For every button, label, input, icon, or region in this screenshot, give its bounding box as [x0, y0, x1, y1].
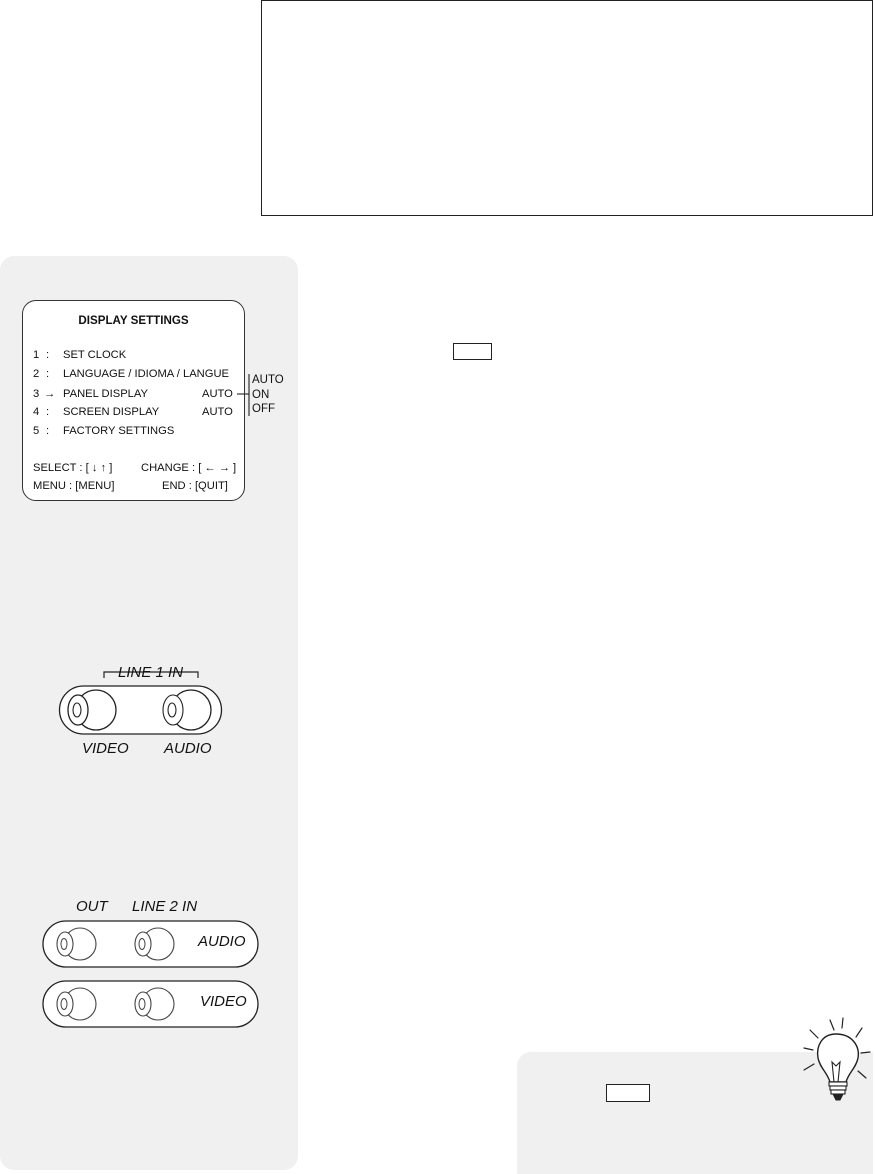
menu-item-value: AUTO [202, 388, 233, 400]
option-on: ON [252, 389, 270, 401]
menu-item-screen-display: SCREEN DISPLAY [63, 406, 160, 418]
menu-item-number: 4 [33, 406, 40, 418]
out-video-jack [57, 988, 96, 1020]
menu-item-set-clock: SET CLOCK [63, 349, 127, 361]
line2-video-label: VIDEO [200, 993, 247, 1010]
menu-item-panel-display: PANEL DISPLAY [63, 388, 148, 400]
menu-item-number: 2 [33, 368, 40, 380]
menu-title: DISPLAY SETTINGS [78, 314, 189, 327]
menu-item-factory-settings: FACTORY SETTINGS [63, 425, 175, 437]
lightbulb-icon [800, 1016, 874, 1106]
inline-button-symbol [453, 343, 492, 360]
menu-footer-change: CHANGE : [ ← → ] [141, 462, 237, 474]
line1-title: LINE 1 IN [118, 664, 184, 681]
line1-video-label: VIDEO [82, 740, 129, 757]
menu-item-language: LANGUAGE / IDIOMA / LANGUE [63, 368, 229, 380]
line2-in-label: LINE 2 IN [132, 898, 198, 915]
in-video-jack [135, 988, 174, 1020]
audio-jack [163, 690, 211, 730]
menu-footer-end: END : [QUIT] [162, 480, 228, 492]
menu-item-separator: : [46, 406, 50, 418]
line1-audio-label: AUDIO [164, 740, 212, 757]
out-audio-jack [57, 928, 96, 960]
menu-item-separator: : [46, 425, 50, 437]
menu-item-separator: : [46, 368, 50, 380]
menu-footer-menu: MENU : [MENU] [33, 480, 115, 492]
in-audio-jack [135, 928, 174, 960]
line2-audio-label: AUDIO [198, 933, 246, 950]
video-jack [68, 690, 116, 730]
menu-cursor-arrow: → [44, 388, 56, 400]
option-auto: AUTO [252, 374, 284, 386]
tip-button-symbol [606, 1084, 650, 1102]
display-settings-menu [22, 300, 245, 501]
header-note-box [261, 0, 873, 216]
menu-item-number: 5 [33, 425, 40, 437]
menu-item-number: 1 [33, 349, 40, 361]
line2-out-label: OUT [76, 898, 108, 915]
option-off: OFF [252, 403, 275, 415]
menu-item-separator: : [46, 349, 50, 361]
menu-item-value: AUTO [202, 406, 233, 418]
menu-footer-select: SELECT : [ ↓ ↑ ] [33, 462, 113, 474]
menu-item-number: 3 [33, 388, 40, 400]
